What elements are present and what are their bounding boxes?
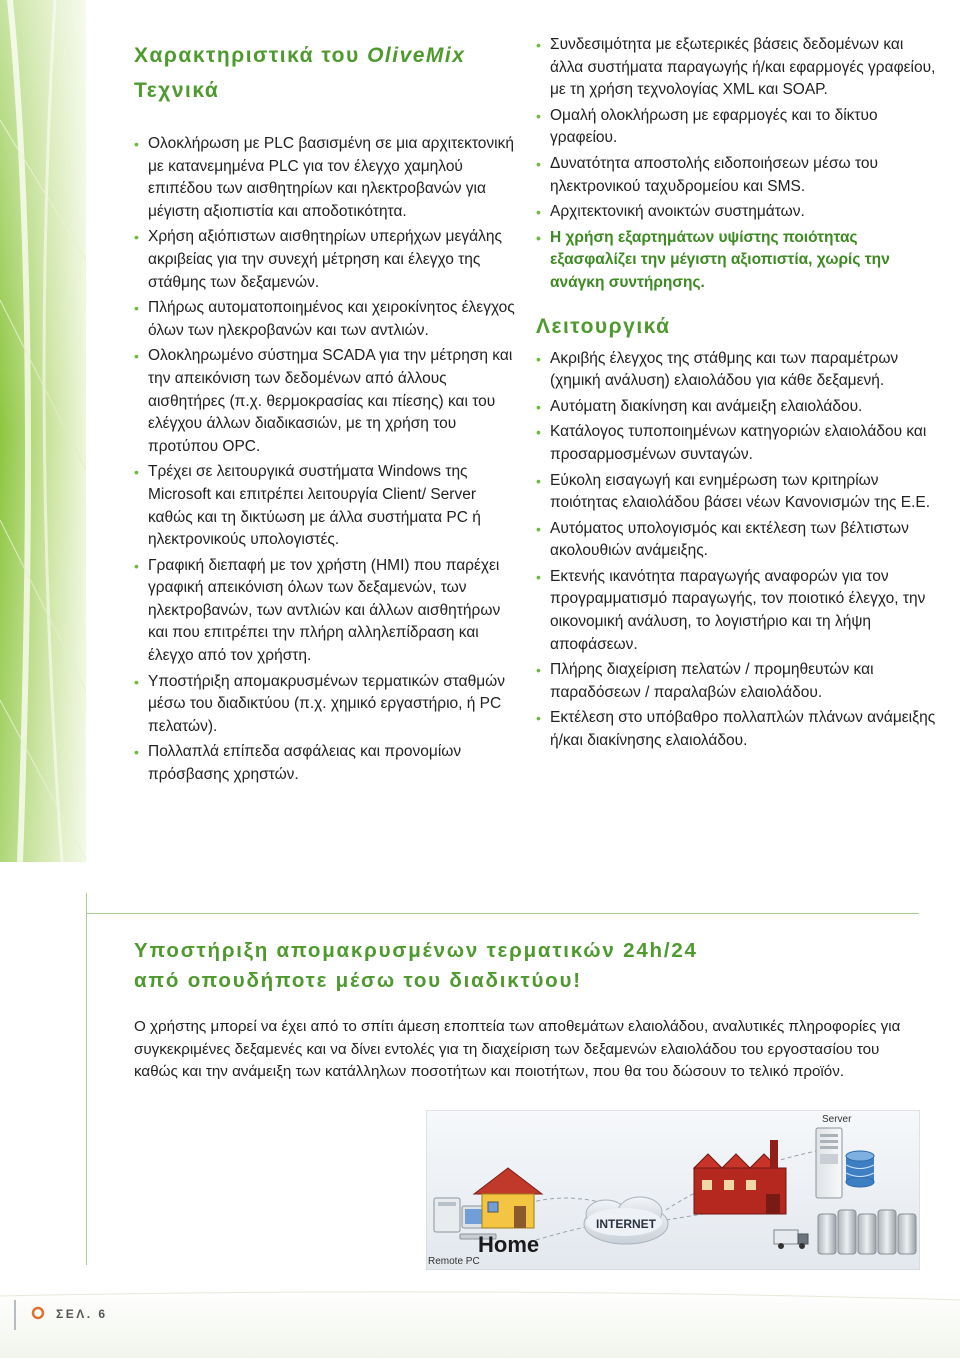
features-heading bbox=[134, 38, 524, 108]
list-item: • Αυτόματος υπολογισμός και εκτέλεση των βέλτιστων ακολουθιών ανάμειξης. bbox=[536, 518, 936, 563]
technical-heading: Τεχνικά bbox=[134, 79, 220, 102]
network-diagram bbox=[426, 1110, 920, 1270]
remote-support-heading-line2: από οπουδήποτε μέσω του διαδικτύου! bbox=[134, 969, 582, 992]
page-footer bbox=[0, 1290, 960, 1358]
list-item: • Υποστήριξη απομακρυσμένων τερματικών σταθμών μέσω του διαδικτύου (π.χ. χημικό εργαστήριο, ή PC πελατών). bbox=[134, 671, 524, 739]
functional-features-list bbox=[536, 348, 936, 753]
list-item: • Αυτόματη διακίνηση και ανάμειξη ελαιολάδου. bbox=[536, 396, 936, 419]
list-item: • Πλήρως αυτοματοποιημένος και χειροκίνητος έλεγχος όλων των ηλεκροβανών και των αντλιών. bbox=[134, 297, 524, 342]
list-item-highlight: • Η χρήση εξαρτημάτων υψίστης ποιότητας εξασφαλίζει την μέγιστη αξιοπιστία, χωρίς την ανάγκη συντήρησης. bbox=[536, 227, 936, 295]
technical-features-list-continued bbox=[536, 34, 936, 295]
list-item: • Ολοκληρωμένο σύστημα SCADA για την μέτρηση και την απεικόνιση των δεδομένων από άλλους αισθητήρες (π.χ. θερμοκρασίας και πίεσης) και του ελέγχου άλλων διαδικασιών, με τη χρήση του προτύπου OPC. bbox=[134, 345, 524, 458]
list-item: • Εύκολη εισαγωγή και ενημέρωση των κριτηρίων ποιότητας ελαιολάδου βάσει νέων Κανονισμών της Ε.Ε. bbox=[536, 470, 936, 515]
storage-tanks-icon bbox=[818, 1210, 916, 1254]
server-label: Server bbox=[822, 1114, 852, 1125]
remote-pc-label: Remote PC bbox=[428, 1256, 480, 1267]
list-item: • Πολλαπλά επίπεδα ασφάλειας και προνομίων πρόσβασης χρηστών. bbox=[134, 741, 524, 786]
list-item: • Δυνατότητα αποστολής ειδοποιήσεων μέσω του ηλεκτρονικού ταχυδρομείου και SMS. bbox=[536, 153, 936, 198]
list-item: • Χρήση αξιόπιστων αισθητηρίων υπερήχων μεγάλης ακριβείας για την συνεχή μέτρηση και έλεγχο της στάθμης των δεξαμενών. bbox=[134, 226, 524, 294]
right-column bbox=[536, 34, 936, 756]
list-item: • Τρέχει σε λειτουργικά συστήματα Windows της Microsoft και επιτρέπει λειτουργία Client/ Server καθώς και τη δικτύωση με άλλα συστήματα PC ή ηλεκτρονικούς υπολογιστές. bbox=[134, 461, 524, 551]
features-heading-prefix: Χαρακτηριστικά του bbox=[134, 44, 368, 67]
brand-name: OliveMix bbox=[367, 44, 466, 67]
footer-bar bbox=[14, 1300, 16, 1330]
page-number: ΣΕΛ. 6 bbox=[56, 1307, 108, 1321]
list-item: • Κατάλογος τυποποιημένων κατηγοριών ελαιολάδου και προσαρμοσμένων συνταγών. bbox=[536, 421, 936, 466]
horizontal-divider bbox=[86, 913, 919, 914]
list-item: • Αρχιτεκτονική ανοικτών συστημάτων. bbox=[536, 201, 936, 224]
left-column bbox=[134, 38, 524, 790]
list-item: • Γραφική διεπαφή με τον χρήστη (HMI) που παρέχει γραφική απεικόνιση όλων των δεξαμενών, των ηλεκτροβανών, των αντλιών και άλλων αισθητήρων και που επιτρέπει την πλήρη αλληλεπίδραση και έλεγχο από τον χρήστη. bbox=[134, 555, 524, 668]
list-item: • Πλήρης διαχείριση πελατών / προμηθευτών και παραδόσεων / παραλαβών ελαιολάδου. bbox=[536, 659, 936, 704]
list-item: • Ακριβής έλεγχος της στάθμης και των παραμέτρων (χημική ανάλυση) ελαιολάδου για κάθε δεξαμενή. bbox=[536, 348, 936, 393]
home-label: Home bbox=[478, 1232, 540, 1257]
remote-support-heading bbox=[134, 936, 914, 996]
internet-label: INTERNET bbox=[596, 1217, 656, 1231]
list-item: • Συνδεσιμότητα με εξωτερικές βάσεις δεδομένων και άλλα συστήματα παραγωγής ή/και εφαρμογές γραφείου, με τη χρήση τεχνολογίας XML και SOAP. bbox=[536, 34, 936, 102]
leaf-decoration bbox=[0, 0, 86, 862]
vertical-divider bbox=[86, 893, 87, 1265]
list-item: • Εκτενής ικανότητα παραγωγής αναφορών για τον προγραμματισμό παραγωγής, τον ποιοτικό έλεγχο, την οικονομική ανάλυση, το λογιστήριο και τη λήψη αποφάσεων. bbox=[536, 566, 936, 656]
list-item: • Εκτέλεση στο υπόβαθρο πολλαπλών πλάνων ανάμειξης ή/και διακίνησης ελαιολάδου. bbox=[536, 707, 936, 752]
remote-support-description: Ο χρήστης μπορεί να έχει από το σπίτι άμεση εποπτεία των αποθεμάτων ελαιολάδου, αναλυτικές πληροφορίες για συγκεκριμένες δεξαμενές και να δίνει εντολές για τη διαχείριση των δεξαμενών ελαιολάδου του εργοστασίου του καθώς και την ανάμειξη των κατάλληλων ποσοτήτων και ποιοτήτων, που θα του δώσουν το τελικό προϊόν. bbox=[134, 1018, 901, 1081]
server-icon bbox=[816, 1128, 842, 1198]
list-item: • Ομαλή ολοκλήρωση με εφαρμογές και το δίκτυο γραφείου. bbox=[536, 105, 936, 150]
technical-features-list bbox=[134, 133, 524, 787]
list-item: • Ολοκλήρωση με PLC βασισμένη σε μια αρχιτεκτονική με κατανεμημένα PLC για τον έλεγχο χαμηλού επιπέδου των αισθητηρίων και ηλεκτροβανών για μέγιστη αξιοπιστία και αποδοτικότητα. bbox=[134, 133, 524, 223]
database-icon bbox=[846, 1151, 874, 1187]
remote-support-heading-line1: Υποστήριξη απομακρυσμένων τερματικών 24h/24 bbox=[134, 939, 698, 962]
functional-heading: Λειτουργικά bbox=[536, 314, 671, 338]
